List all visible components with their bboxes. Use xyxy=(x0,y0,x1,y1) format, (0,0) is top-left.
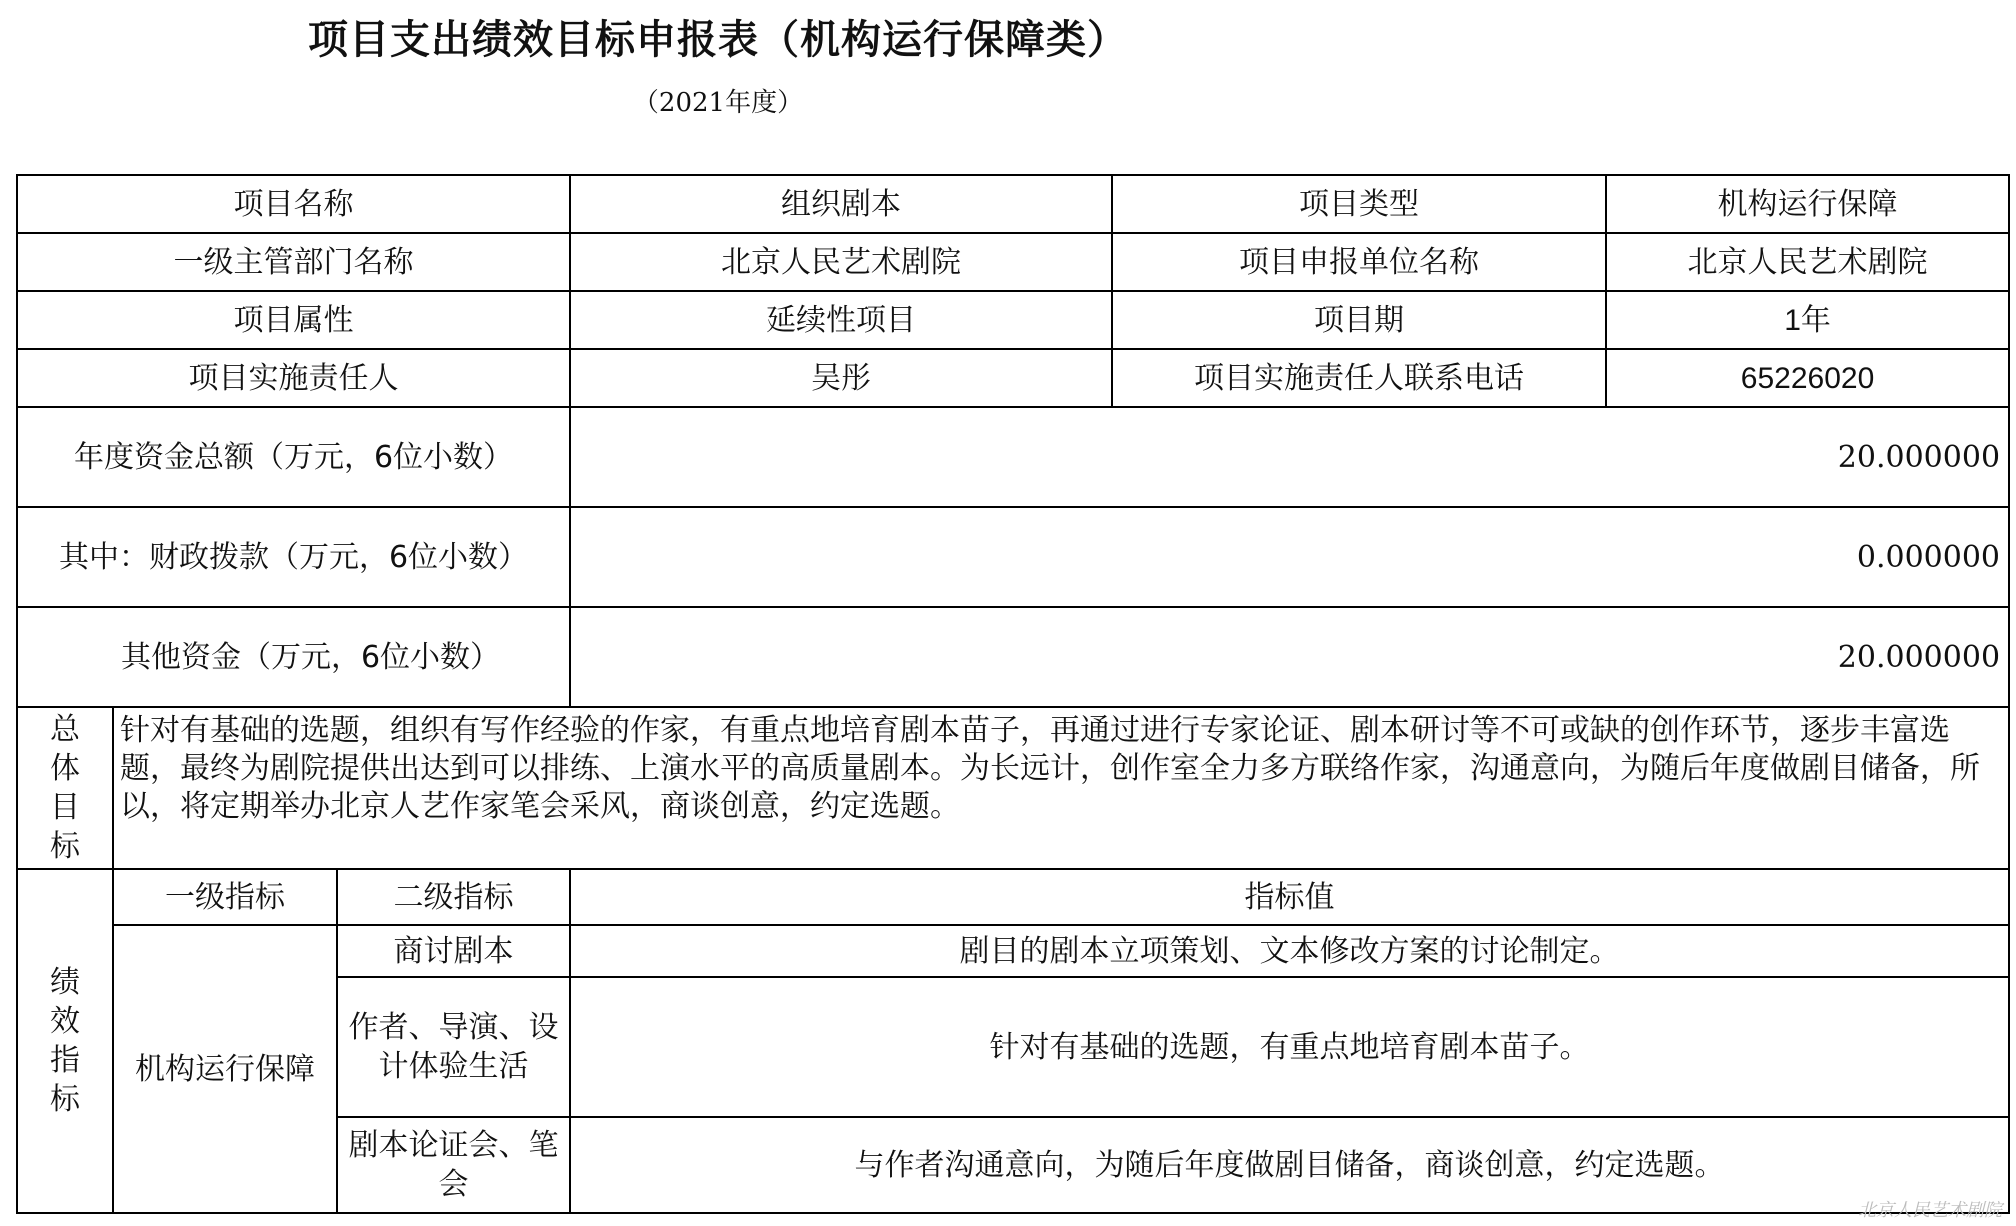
row-other-funds xyxy=(17,607,2009,707)
row-indicator-header xyxy=(17,869,2009,925)
project-type-label: 项目类型 xyxy=(1112,175,1606,233)
contact-phone-label: 项目实施责任人联系电话 xyxy=(1112,349,1606,407)
page-subtitle-year: （2021年度） xyxy=(632,88,804,118)
department-label: 一级主管部门名称 xyxy=(17,233,570,291)
indicator-value: 针对有基础的选题，有重点地培育剧本苗子。 xyxy=(570,977,2009,1117)
applicant-unit-label: 项目申报单位名称 xyxy=(1112,233,1606,291)
fiscal-funds-label: 其中：财政拨款（万元，6位小数） xyxy=(17,507,570,607)
indicator-value-header: 指标值 xyxy=(570,869,2009,925)
level1-indicator-name: 机构运行保障 xyxy=(113,925,337,1213)
project-type-value: 机构运行保障 xyxy=(1606,175,2009,233)
other-funds-label: 其他资金（万元，6位小数） xyxy=(17,607,570,707)
level2-indicator: 商讨剧本 xyxy=(337,925,570,977)
department-value: 北京人民艺术剧院 xyxy=(570,233,1112,291)
project-period-value: 1年 xyxy=(1606,291,2009,349)
page-title: 项目支出绩效目标申报表（机构运行保障类） xyxy=(308,17,1128,63)
indicator-value: 与作者沟通意向，为随后年度做剧目储备，商谈创意，约定选题。 xyxy=(570,1117,2009,1213)
row-department xyxy=(17,233,2009,291)
project-attribute-label: 项目属性 xyxy=(17,291,570,349)
level2-indicator-header: 二级指标 xyxy=(337,869,570,925)
other-funds-value: 20.000000 xyxy=(570,607,2009,707)
project-name-value: 组织剧本 xyxy=(570,175,1112,233)
project-attribute-value: 延续性项目 xyxy=(570,291,1112,349)
responsible-person-label: 项目实施责任人 xyxy=(17,349,570,407)
total-funds-label: 年度资金总额（万元，6位小数） xyxy=(17,407,570,507)
watermark-signature: 北京人民艺术剧院 xyxy=(1858,1200,2002,1221)
project-period-label: 项目期 xyxy=(1112,291,1606,349)
row-total-funds xyxy=(17,407,2009,507)
indicator-row xyxy=(17,925,2009,977)
fiscal-funds-value: 0.000000 xyxy=(570,507,2009,607)
contact-phone-value: 65226020 xyxy=(1606,349,2009,407)
overall-goal-label: 总 体 目 标 xyxy=(17,707,113,869)
level2-indicator: 剧本论证会、笔会 xyxy=(337,1117,570,1213)
row-project-name xyxy=(17,175,2009,233)
level2-indicator: 作者、导演、设计体验生活 xyxy=(337,977,570,1117)
overall-goal-text: 针对有基础的选题，组织有写作经验的作家，有重点地培育剧本苗子，再通过进行专家论证、剧本研讨等不可或缺的创作环节，逐步丰富选题，最终为剧院提供出达到可以排练、上演水平的高质量剧本。为长远计，创作室全力多方联络作家，沟通意向，为随后年度做剧目储备，所以，将定期举办北京人艺作家笔会采风，商谈创意，约定选题。 xyxy=(113,707,2009,869)
total-funds-value: 20.000000 xyxy=(570,407,2009,507)
row-fiscal-funds xyxy=(17,507,2009,607)
responsible-person-value: 吴彤 xyxy=(570,349,1112,407)
performance-indicator-label: 绩 效 指 标 xyxy=(17,869,113,1213)
row-overall-goal xyxy=(17,707,2009,869)
row-responsible-person xyxy=(17,349,2009,407)
applicant-unit-value: 北京人民艺术剧院 xyxy=(1606,233,2009,291)
indicator-value: 剧目的剧本立项策划、文本修改方案的讨论制定。 xyxy=(570,925,2009,977)
row-attribute xyxy=(17,291,2009,349)
level1-indicator-header: 一级指标 xyxy=(113,869,337,925)
project-name-label: 项目名称 xyxy=(17,175,570,233)
performance-goal-form xyxy=(16,174,2010,1214)
